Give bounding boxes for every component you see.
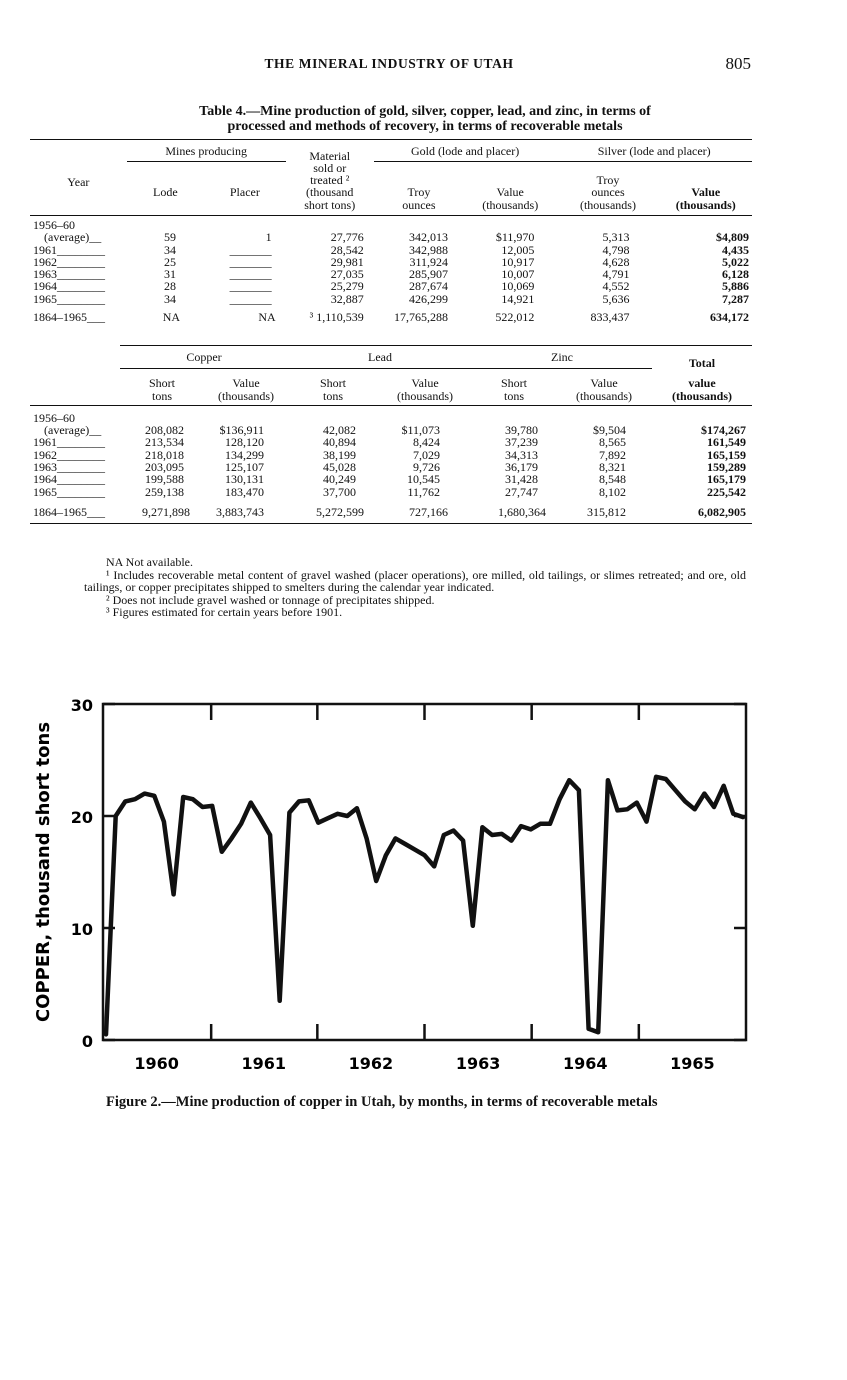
- copper-header: Copper: [120, 346, 288, 369]
- silver-troy-label: Troy: [596, 173, 620, 188]
- table-row: [30, 231, 752, 243]
- page-number: 805: [725, 54, 751, 73]
- cell-cu-tons: 203,095: [145, 460, 184, 475]
- zinc-short-label: Short: [500, 376, 527, 391]
- cell-zn-tons: 37,239: [505, 435, 538, 450]
- cell-year: 1962________: [33, 254, 105, 269]
- cell-silver-val: 634,172: [710, 310, 749, 325]
- cell-silver-oz: 4,798: [602, 242, 630, 257]
- cell-year: 1961________: [33, 435, 105, 450]
- y-tick-label: 10: [70, 920, 93, 939]
- cell-lode: 59: [164, 230, 177, 245]
- table-row: [30, 268, 752, 280]
- gold-header: Gold (lode and placer): [374, 140, 557, 162]
- note-1: ¹ Includes recoverable metal content of gravel washed (placer operations), ore milled, old tailings, or slimes retreated; and ore, old tailings, or copper precipitates shipped to smelters during the calendar year indicated.: [84, 567, 746, 595]
- cell-lode: 34: [164, 242, 177, 257]
- cell-pb-tons: 5,272,599: [316, 504, 364, 519]
- cell-total: 225,542: [707, 484, 746, 499]
- gold-value-label: Value: [496, 185, 524, 200]
- gold-troy-label: Troy: [407, 185, 431, 200]
- cell-pb-val: 11,762: [407, 484, 440, 499]
- silver-value-thousands-label: (thousands): [675, 197, 736, 212]
- material-header-1: Material: [309, 148, 351, 163]
- cell-pb-tons: 45,028: [323, 460, 356, 475]
- y-tick-label: 0: [81, 1032, 93, 1051]
- cell-gold-val: 522,012: [495, 310, 535, 325]
- cell-zn-val: 7,892: [599, 447, 626, 462]
- copper-value-header: [204, 369, 288, 406]
- cell-zn-tons: 27,747: [505, 484, 538, 499]
- lead-value-label: Value: [411, 376, 439, 391]
- y-tick-label: 20: [70, 808, 93, 827]
- cell-silver-oz: 5,313: [602, 230, 630, 245]
- avg-label-1: 1956–60: [33, 410, 75, 425]
- lode-header: Lode: [153, 185, 178, 200]
- cell-cu-val: 128,120: [225, 435, 264, 450]
- cell-cu-val: 183,470: [225, 484, 264, 499]
- cell-pb-val: 9,726: [413, 460, 440, 475]
- cell-lode: 25: [164, 254, 177, 269]
- note-na: NA Not available.: [106, 555, 193, 569]
- table-row: [30, 473, 752, 485]
- cell-material: 28,542: [330, 242, 364, 257]
- cell-cu-tons: 218,018: [145, 447, 184, 462]
- cell-placer: _______: [229, 267, 272, 282]
- copper-tons-label: tons: [151, 388, 172, 403]
- total-value-header: [652, 369, 752, 406]
- table-row: [30, 256, 752, 268]
- cell-placer: NA: [258, 310, 276, 325]
- table-row: [30, 449, 752, 461]
- cell-year: 1962________: [33, 447, 105, 462]
- table-row: [30, 244, 752, 256]
- lead-thousands-label: (thousands): [397, 388, 453, 403]
- production-table-part2: [30, 345, 752, 524]
- cell-pb-tons: 42,082: [323, 423, 356, 438]
- y-tick-label: 30: [70, 696, 93, 715]
- cell-gold-val: 10,917: [501, 254, 535, 269]
- cell-gold-oz: 17,765,288: [394, 310, 449, 325]
- zinc-value-header: [556, 369, 652, 406]
- cell-material: 27,035: [330, 267, 364, 282]
- cell-silver-val: 5,886: [722, 279, 749, 294]
- table-row: [30, 280, 752, 292]
- cell-zn-val: 8,565: [599, 435, 626, 450]
- plot-frame: [103, 704, 746, 1040]
- cell-gold-val: 12,005: [501, 242, 535, 257]
- table-total-row: [30, 506, 752, 524]
- x-tick-label: 1965: [670, 1054, 715, 1073]
- cell-zn-tons: 34,313: [505, 447, 538, 462]
- cell-silver-val: 7,287: [722, 291, 749, 306]
- cell-pb-tons: 37,700: [323, 484, 356, 499]
- cell-lode: 28: [164, 279, 177, 294]
- cell-zn-tons: 31,428: [505, 472, 538, 487]
- copper-short-label: Short: [148, 376, 175, 391]
- placer-header: Placer: [229, 185, 260, 200]
- cell-pb-tons: 40,894: [323, 435, 356, 450]
- copper-tons-header: [120, 369, 204, 406]
- avg-label-1: 1956–60: [33, 217, 75, 232]
- material-header-2-3: [286, 162, 374, 187]
- total-value-label: value: [688, 376, 716, 391]
- cell-year: 1963________: [33, 460, 105, 475]
- cell-material: 32,887: [330, 291, 364, 306]
- cell-cu-val: 3,883,743: [216, 504, 264, 519]
- cell-placer: 1: [265, 230, 272, 245]
- silver-header: Silver (lode and placer): [556, 140, 752, 162]
- cell-cu-val: 125,107: [225, 460, 264, 475]
- cell-year: 1864–1965___: [33, 310, 105, 325]
- cell-pb-val: 727,166: [409, 504, 448, 519]
- cell-cu-tons: 199,588: [145, 472, 184, 487]
- cell-gold-oz: 311,924: [409, 254, 449, 269]
- zinc-header: Zinc: [472, 346, 652, 369]
- cell-material: 29,981: [330, 254, 364, 269]
- cell-cu-val: $136,911: [219, 423, 264, 438]
- copper-chart: [0, 680, 847, 1090]
- x-tick-label: 1963: [455, 1054, 501, 1073]
- cell-year: 1964________: [33, 472, 105, 487]
- gold-troy-ounces-header: [374, 186, 464, 215]
- year-header: Year: [67, 175, 90, 190]
- cell-silver-oz: 4,791: [602, 267, 630, 282]
- table-caption: [80, 104, 770, 134]
- cell-year: 1965________: [33, 484, 105, 499]
- copper-value-label: Value: [232, 376, 260, 391]
- table-notes: [84, 555, 746, 620]
- table-row: [30, 436, 752, 448]
- cell-pb-val: 8,424: [413, 435, 440, 450]
- cell-cu-val: 134,299: [225, 447, 264, 462]
- cell-material: 25,279: [330, 279, 364, 294]
- cell-silver-oz: 4,628: [602, 254, 630, 269]
- material-header-4: (thousand: [306, 185, 354, 200]
- cell-silver-val: 6,128: [722, 267, 749, 282]
- note-2: ² Does not include gravel washed or tonnage of precipitates shipped.: [106, 592, 435, 607]
- cell-silver-oz: 4,552: [602, 279, 630, 294]
- cell-zn-val: 8,102: [599, 484, 626, 499]
- running-header: THE MINERAL INDUSTRY OF UTAH: [264, 56, 514, 71]
- cell-cu-tons: 259,138: [145, 484, 184, 499]
- cell-total: 6,082,905: [698, 504, 746, 519]
- silver-ounces-header: [556, 186, 659, 215]
- gold-ounces-label: ounces: [402, 197, 436, 212]
- production-table-part1: [30, 139, 752, 327]
- lead-tons-header: [288, 369, 378, 406]
- cell-pb-tons: 40,249: [323, 472, 356, 487]
- cell-silver-val: 4,435: [722, 242, 749, 257]
- avg-label-2: (average)__: [44, 423, 102, 438]
- zinc-thousands-label: (thousands): [576, 388, 632, 403]
- cell-silver-val: $4,809: [716, 230, 749, 245]
- cell-pb-val: 10,545: [407, 472, 440, 487]
- table-total-row: [30, 311, 752, 327]
- cell-lode: 34: [164, 291, 177, 306]
- cell-zn-val: 8,548: [599, 472, 626, 487]
- lead-tons-label: tons: [322, 388, 343, 403]
- x-tick-label: 1960: [134, 1054, 179, 1073]
- cell-year: 1961________: [33, 242, 105, 257]
- cell-lode: NA: [162, 310, 181, 325]
- y-axis-title: COPPER, thousand short tons: [33, 721, 54, 1023]
- cell-cu-tons: 213,534: [145, 435, 184, 450]
- silver-thousands-label: (thousands): [579, 197, 636, 212]
- x-tick-label: 1961: [241, 1054, 287, 1073]
- cell-cu-tons: 208,082: [145, 423, 184, 438]
- silver-value-label: Value: [691, 185, 721, 200]
- cell-gold-val: $11,970: [495, 230, 535, 245]
- total-thousands-label: (thousands): [671, 388, 733, 403]
- cell-gold-val: 10,069: [501, 279, 535, 294]
- cell-pb-val: $11,073: [401, 423, 440, 438]
- cell-total: 165,159: [707, 447, 746, 462]
- cell-lode: 31: [164, 267, 177, 282]
- table-caption-line-1: Table 4.—Mine production of gold, silver, copper, lead, and zinc, in terms of: [199, 104, 651, 119]
- cell-zn-tons: 39,780: [505, 423, 538, 438]
- table-row: [30, 486, 752, 506]
- table-caption-line-2: processed and methods of recovery, in terms of recoverable metals: [227, 119, 623, 134]
- lead-header: Lead: [288, 346, 472, 369]
- cell-material: 27,776: [330, 230, 364, 245]
- total-value-header-1: Total: [652, 346, 752, 369]
- material-header-4-5: [286, 186, 374, 215]
- cell-zn-val: 8,321: [599, 460, 626, 475]
- lead-short-label: Short: [319, 376, 346, 391]
- cell-year: 1864–1965___: [33, 504, 105, 519]
- copper-series-line: [106, 777, 743, 1035]
- mines-producing-header: Mines producing: [127, 140, 286, 162]
- cell-material: ³ 1,110,539: [309, 310, 364, 325]
- material-header-2: sold or: [313, 160, 347, 175]
- cell-gold-oz: 426,299: [409, 291, 449, 306]
- cell-pb-tons: 38,199: [323, 447, 356, 462]
- cell-gold-oz: 285,907: [409, 267, 449, 282]
- cell-zn-val: 315,812: [587, 504, 626, 519]
- avg-label-2: (average)__: [44, 230, 102, 245]
- x-tick-label: 1964: [562, 1054, 608, 1073]
- cell-placer: _______: [229, 254, 272, 269]
- cell-placer: _______: [229, 279, 272, 294]
- silver-ounces-label: ounces: [591, 185, 625, 200]
- cell-silver-oz: 5,636: [602, 291, 630, 306]
- cell-year: 1965________: [33, 291, 105, 306]
- zinc-value-label: Value: [590, 376, 618, 391]
- cell-total: $174,267: [701, 423, 746, 438]
- cell-total: 165,179: [707, 472, 746, 487]
- zinc-tons-header: [472, 369, 556, 406]
- cell-gold-val: 10,007: [501, 267, 535, 282]
- cell-zn-tons: 36,179: [505, 460, 538, 475]
- cell-placer: _______: [229, 291, 272, 306]
- table-row: [30, 293, 752, 311]
- cell-cu-tons: 9,271,898: [142, 504, 190, 519]
- cell-cu-val: 130,131: [225, 472, 264, 487]
- figure-caption: Figure 2.—Mine production of copper in Utah, by months, in terms of recoverable metals: [106, 1094, 658, 1110]
- cell-silver-val: 5,022: [722, 254, 749, 269]
- cell-pb-val: 7,029: [413, 447, 440, 462]
- cell-year: 1963________: [33, 267, 105, 282]
- cell-gold-oz: 342,013: [409, 230, 449, 245]
- note-3: ³ Figures estimated for certain years before 1901.: [106, 605, 343, 620]
- table-row: [30, 424, 752, 436]
- cell-gold-oz: 342,988: [409, 242, 449, 257]
- cell-gold-oz: 287,674: [409, 279, 449, 294]
- cell-placer: _______: [229, 242, 272, 257]
- material-header-5: short tons): [304, 197, 356, 212]
- cell-gold-val: 14,921: [501, 291, 535, 306]
- cell-year: 1964________: [33, 279, 105, 294]
- cell-total: 159,289: [707, 460, 746, 475]
- cell-zn-tons: 1,680,364: [498, 504, 546, 519]
- lead-value-header: [378, 369, 472, 406]
- cell-silver-oz: 833,437: [590, 310, 630, 325]
- table-row: [30, 461, 752, 473]
- cell-total: 161,549: [707, 435, 746, 450]
- silver-value-header: [660, 186, 752, 215]
- gold-thousands-label: (thousands): [482, 197, 539, 212]
- material-header-3: treated ²: [310, 173, 350, 188]
- copper-thousands-label: (thousands): [218, 388, 274, 403]
- gold-value-header: [464, 186, 556, 215]
- cell-zn-val: $9,504: [593, 423, 626, 438]
- zinc-tons-label: tons: [503, 388, 524, 403]
- x-tick-label: 1962: [348, 1054, 394, 1073]
